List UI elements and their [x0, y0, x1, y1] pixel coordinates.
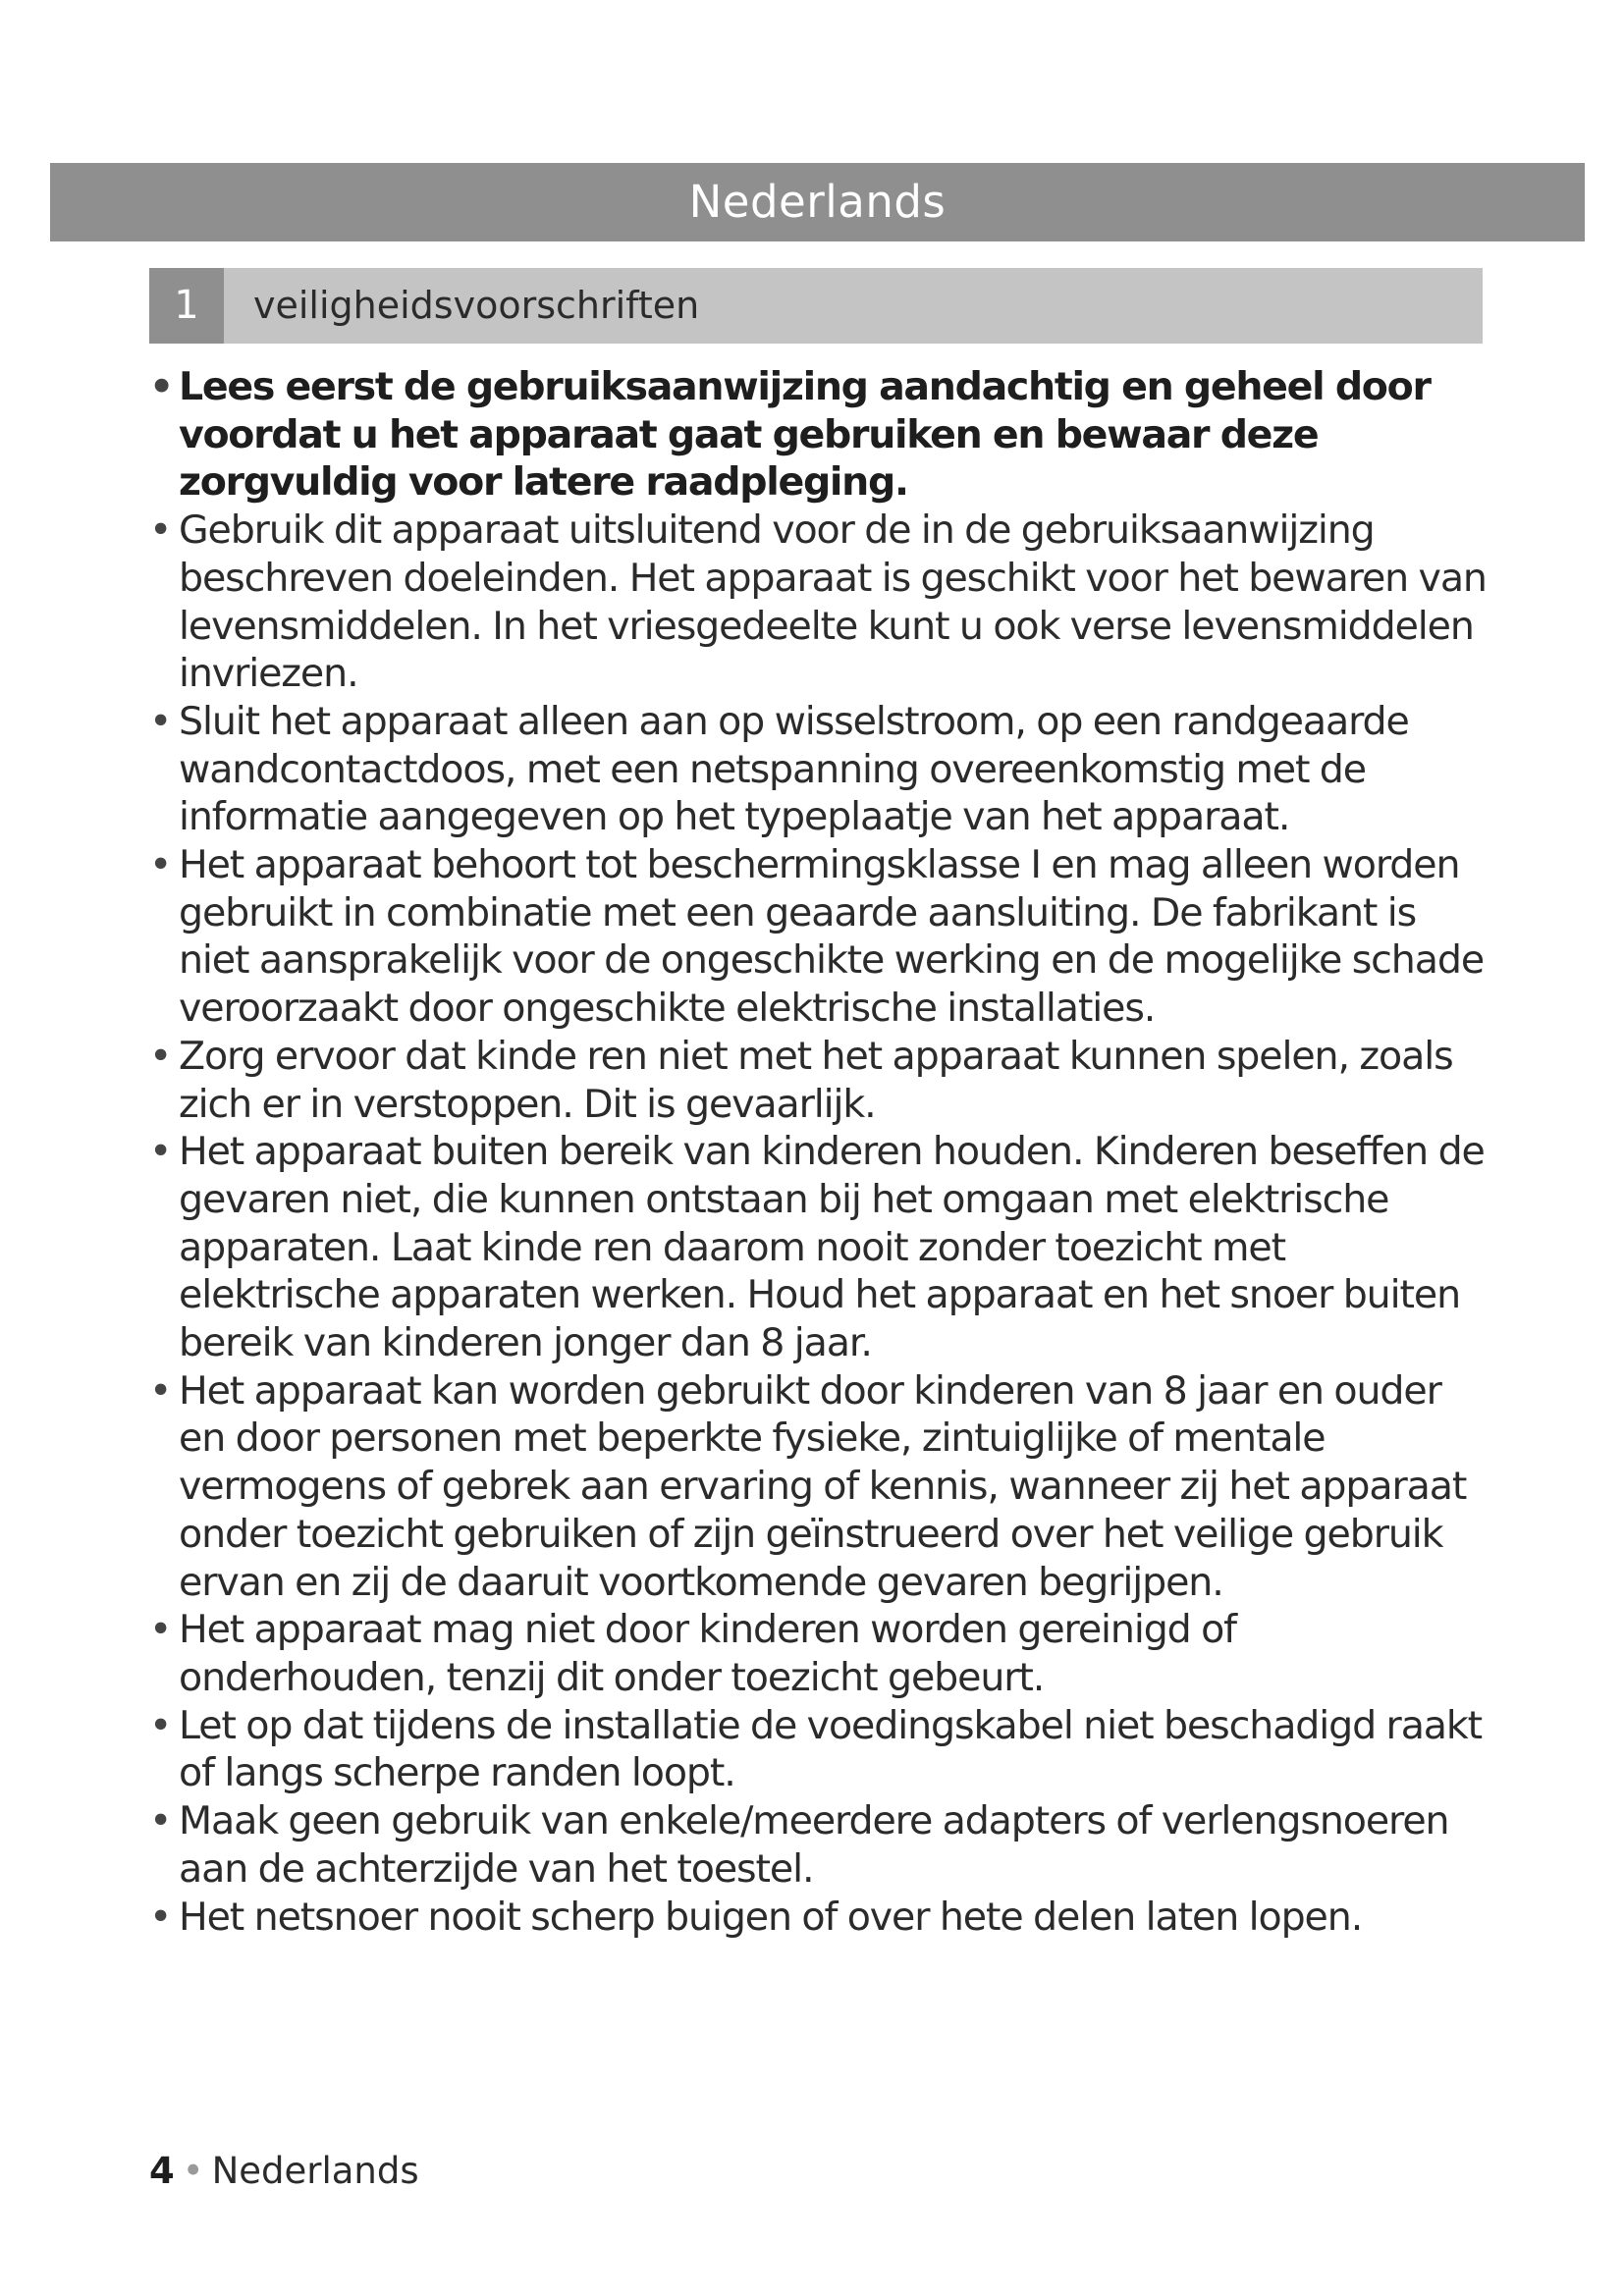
language-banner: Nederlands	[50, 163, 1585, 241]
list-item: • Lees eerst de gebruiksaanwijzing aandachtig en geheel door voordat u het apparaat gaat gebruiken en bewaar deze zorgvuldig voor latere raadpleging.	[149, 363, 1494, 507]
list-item: • Gebruik dit apparaat uitsluitend voor de in de gebruiksaanwijzing beschreven doeleinden. Het apparaat is geschikt voor het bewaren van levensmiddelen. In het vriesgedeelte kunt u ook verse levensmiddelen invriezen.	[149, 507, 1494, 698]
footer-separator: •	[182, 2150, 204, 2192]
list-item: • Sluit het apparaat alleen aan op wisselstroom, op een randgeaarde wandcontactdoos, met een netspanning overeenkomstig met de informatie aangegeven op het typeplaatje van het apparaat.	[149, 698, 1494, 841]
safety-instructions-list	[149, 363, 1494, 1941]
list-item: • Het apparaat mag niet door kinderen worden gereinigd of onderhouden, tenzij dit onder toezicht gebeurt.	[149, 1606, 1494, 1701]
section-header	[149, 268, 1483, 344]
list-item: • Het apparaat behoort tot beschermingsklasse I en mag alleen worden gebruikt in combinatie met een geaarde aansluiting. De fabrikant is niet aansprakelijk voor de ongeschikte werking en de mogelijke schade veroorzaakt door ongeschikte elektrische installaties.	[149, 841, 1494, 1033]
list-item: • Het netsnoer nooit scherp buigen of over hete delen laten lopen.	[149, 1894, 1494, 1942]
section-number: 1	[149, 268, 224, 344]
list-item: • Het apparaat buiten bereik van kinderen houden. Kinderen beseffen de gevaren niet, die kunnen ontstaan bij het omgaan met elektrische apparaten. Laat kinde ren daarom nooit zonder toezicht met elektrische apparaten werken. Houd het apparaat en het snoer buiten bereik van kinderen jonger dan 8 jaar.	[149, 1128, 1494, 1367]
list-item: • Zorg ervoor dat kinde ren niet met het apparaat kunnen spelen, zoals zich er in verstoppen. Dit is gevaarlijk.	[149, 1033, 1494, 1128]
list-item: • Let op dat tijdens de installatie de voedingskabel niet beschadigd raakt of langs scherpe randen loopt.	[149, 1702, 1494, 1797]
section-title: veiligheidsvoorschriften	[253, 284, 700, 327]
list-item: • Maak geen gebruik van enkele/meerdere adapters of verlengsnoeren aan de achterzijde van het toestel.	[149, 1797, 1494, 1893]
page-footer	[149, 2148, 419, 2195]
footer-language: Nederlands	[211, 2150, 419, 2192]
list-item: • Het apparaat kan worden gebruikt door kinderen van 8 jaar en ouder en door personen met beperkte fysieke, zintuiglijke of mentale vermogens of gebrek aan ervaring of kennis, wanneer zij het apparaat onder toezicht gebruiken of zijn geïnstrueerd over het veilige gebruik ervan en zij de daaruit voortkomende gevaren begrijpen.	[149, 1367, 1494, 1607]
page-number: 4	[149, 2150, 175, 2192]
